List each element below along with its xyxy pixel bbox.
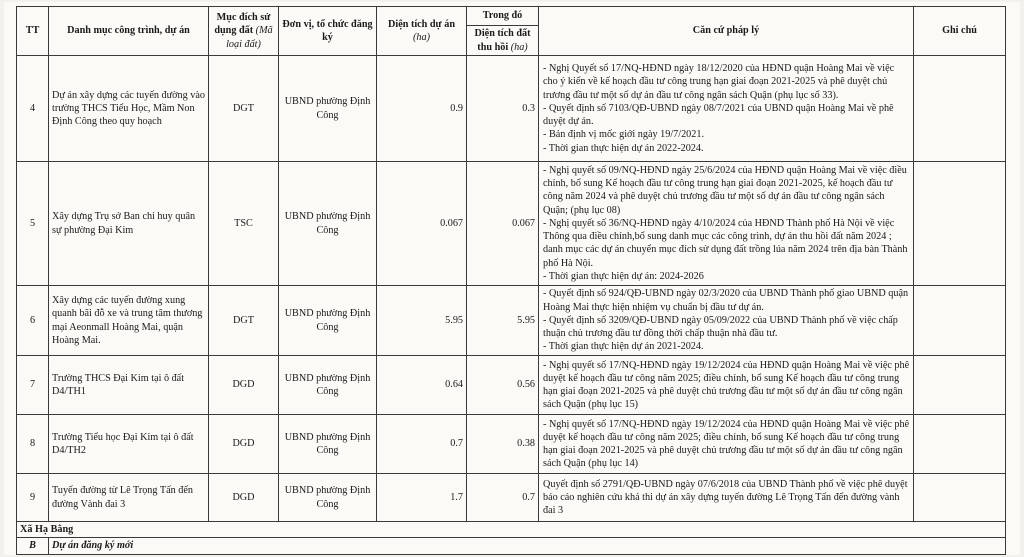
row-project: Trường Tiểu học Đại Kim tại ô đất D4/TH2 (49, 415, 209, 474)
row-area: 0.64 (377, 356, 467, 415)
row-recovered: 5.95 (467, 286, 539, 356)
row-tt: 5 (17, 162, 49, 286)
row-purpose: DGD (209, 415, 279, 474)
row-unit: UBND phường Định Công (279, 162, 377, 286)
land-use-project-table (16, 6, 1006, 555)
table-row (17, 356, 1006, 415)
row-area: 1.7 (377, 474, 467, 522)
header-legal: Căn cứ pháp lý (539, 7, 914, 56)
legal-line: - Quyết định số 3209/QĐ-UBND ngày 05/09/2022 của UBND Thành phố về việc chấp thuận chủ trương đầu tư đồng thời chấp thuận nhà đầu tư. (543, 314, 898, 340)
legal-line: - Quyết định số 7103/QĐ-UBND ngày 08/7/2021 của UBND quận Hoàng Mai về phê duyệt dự án. (543, 102, 894, 128)
row-note (914, 56, 1006, 162)
section-code: B (17, 538, 49, 554)
row-note (914, 162, 1006, 286)
legal-line: - Thời gian thực hiện dự án: 2024-2026 (543, 270, 704, 282)
header-unit: Đơn vị, tổ chức đăng ký (279, 7, 377, 56)
row-area: 5.95 (377, 286, 467, 356)
row-area: 0.067 (377, 162, 467, 286)
header-recovered: Diện tích đất thu hồi (ha) (467, 26, 539, 56)
row-project: Tuyến đường từ Lê Trọng Tấn đến đường Vành đai 3 (49, 474, 209, 522)
row-unit: UBND phường Định Công (279, 474, 377, 522)
legal-line: - Bản định vị mốc giới ngày 19/7/2021. (543, 129, 705, 141)
row-note (914, 415, 1006, 474)
header-row-top (17, 7, 1006, 26)
legal-line: - Nghị quyết số 09/NQ-HĐND ngày 25/6/2024 của HĐND quận Hoàng Mai về việc điều chỉnh, bổ sung Kế hoạch đầu tư công trung hạn giai đoạn 2021-2025, kế hoạch đầu tư công năm 2024 và phê duyệt chủ trương đầu tư một số dự án đầu tư công ngân sách Quận; (phụ lục 08) (543, 164, 907, 216)
legal-line: - Nghị quyết số 17/NQ-HĐND ngày 19/12/2024 của HĐND quận Hoàng Mai về việc phê duyệt kế hoạch đầu tư công năm 2025; điều chỉnh, bổ sung Kế hoạch đầu tư công trung hạn giai đoạn 2021-2025 và phê duyệt chủ trương đầu tư một số dự án đầu tư công ngân sách Quận (phụ lục 14) (543, 418, 910, 470)
header-purpose: Mục đích sử dụng đất (Mã loại đất) (209, 7, 279, 56)
legal-line: - Nghị quyết số 36/NQ-HĐND ngày 4/10/2024 của HĐND Thành phố Hà Nội về việc Thông qua điều chỉnh,bổ sung danh mục các công trình, dự án thu hồi đất năm 2024 ; danh mục các dự án chuyển mục đích sử dụng đất trồng lúa năm 2024 trên địa bàn Thành phố Hà Nội. (543, 217, 908, 269)
legal-line: - Nghị Quyết số 17/NQ-HĐND ngày 18/12/2020 của HĐND quận Hoàng Mai về việc cho ý kiến về kế hoạch đầu tư công trung hạn giai đoạn 2021-2025 và phê duyệt chủ trương đầu tư một số dự án đầu tư công ngân sách Quận (phụ lục số 33). (543, 63, 895, 101)
row-purpose: TSC (209, 162, 279, 286)
row-legal-basis (539, 415, 914, 474)
row-legal-basis (539, 56, 914, 162)
row-unit: UBND phường Định Công (279, 415, 377, 474)
legal-line: Quyết định số 2791/QĐ-UBND ngày 07/6/2018 của UBND Thành phố về việc phê duyệt báo cáo nghiên cứu khả thi dự án xây dựng tuyến đường Lê Trọng Tấn đến đường vành đai 3 (543, 478, 908, 517)
row-project: Xây dựng Trụ sở Ban chỉ huy quân sự phường Đại Kim (49, 162, 209, 286)
legal-line: - Thời gian thực hiện dự án 2021-2024. (543, 341, 704, 353)
row-unit: UBND phường Định Công (279, 56, 377, 162)
row-purpose: DGT (209, 286, 279, 356)
row-purpose: DGD (209, 474, 279, 522)
header-project: Danh mục công trình, dự án (49, 7, 209, 56)
row-legal-basis (539, 162, 914, 286)
row-legal-basis (539, 356, 914, 415)
table-row (17, 415, 1006, 474)
header-tt: TT (17, 7, 49, 56)
row-recovered: 0.3 (467, 56, 539, 162)
row-unit: UBND phường Định Công (279, 356, 377, 415)
row-tt: 8 (17, 415, 49, 474)
row-project: Xây dựng các tuyến đường xung quanh bãi đỗ xe và trung tâm thương mại Aeonmall Hoàng Mai, quận Hoàng Mai. (49, 286, 209, 356)
header-within: Trong đó (467, 7, 539, 26)
row-area: 0.9 (377, 56, 467, 162)
row-legal-basis (539, 286, 914, 356)
legal-line: - Quyết định số 924/QĐ-UBND ngày 02/3/2020 của UBND Thành phố giao UBND quận Hoàng Mai thực hiện nhiệm vụ chuẩn bị đầu tư dự án. (543, 288, 909, 313)
table-row (17, 56, 1006, 162)
header-note: Ghi chú (914, 7, 1006, 56)
row-tt: 4 (17, 56, 49, 162)
section-row (17, 538, 1006, 554)
row-area: 0.7 (377, 415, 467, 474)
row-note (914, 474, 1006, 522)
row-project: Dự án xây dựng các tuyến đường vào trường THCS Tiểu Học, Mầm Non Định Công theo quy hoạch (49, 56, 209, 162)
row-unit: UBND phường Định Công (279, 286, 377, 356)
row-recovered: 0.56 (467, 356, 539, 415)
row-tt: 9 (17, 474, 49, 522)
table-row (17, 286, 1006, 356)
legal-line: - Nghị quyết số 17/NQ-HĐND ngày 19/12/2024 của HĐND quận Hoàng Mai về việc phê duyệt kế hoạch đầu tư công năm 2025; điều chỉnh, bổ sung Kế hoạch đầu tư công trung hạn giai đoạn 2021-2025 và phê duyệt chủ trương đầu tư một số dự án đầu tư công ngân sách Quận (phụ lục 15) (543, 359, 910, 411)
row-note (914, 356, 1006, 415)
table-row (17, 162, 1006, 286)
document-page (4, 2, 1020, 555)
row-purpose: DGT (209, 56, 279, 162)
header-area: Diện tích dự án (ha) (377, 7, 467, 56)
row-recovered: 0.7 (467, 474, 539, 522)
row-tt: 6 (17, 286, 49, 356)
section-label: Dự án đăng ký mới (49, 538, 1006, 554)
row-note (914, 286, 1006, 356)
legal-line: - Thời gian thực hiện dự án 2022-2024. (543, 142, 704, 154)
ward-name: Xã Hạ Bằng (17, 522, 1006, 538)
table-row (17, 474, 1006, 522)
ward-row (17, 522, 1006, 538)
row-legal-basis (539, 474, 914, 522)
row-recovered: 0.067 (467, 162, 539, 286)
row-purpose: DGD (209, 356, 279, 415)
row-recovered: 0.38 (467, 415, 539, 474)
row-tt: 7 (17, 356, 49, 415)
row-project: Trường THCS Đại Kim tại ô đất D4/TH1 (49, 356, 209, 415)
